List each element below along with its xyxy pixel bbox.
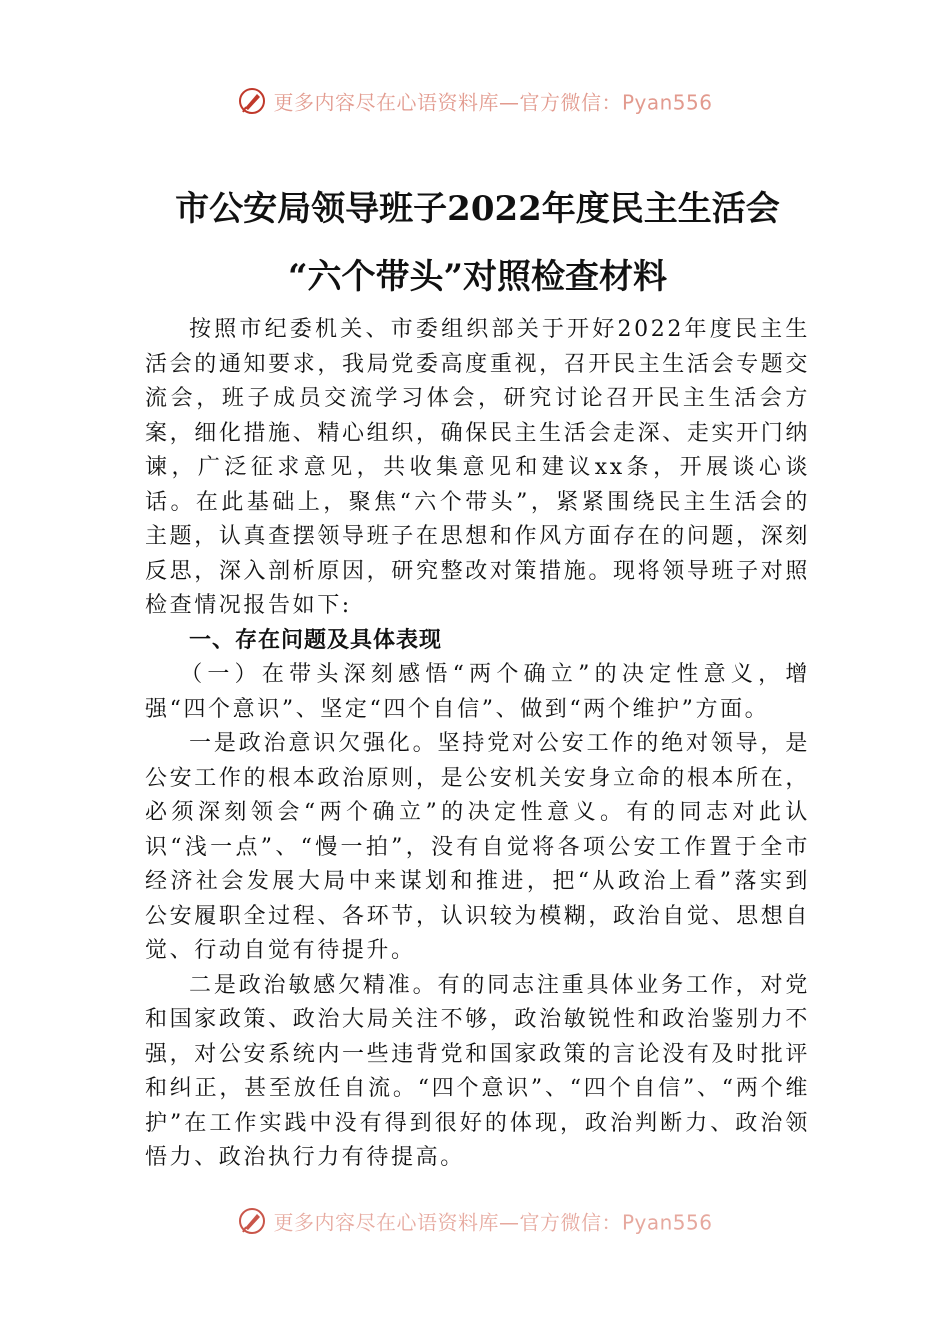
- watermark-text: 更多内容尽在心语资料库—官方微信：Pyan556: [273, 1210, 713, 1235]
- document-body: [145, 175, 810, 1176]
- section-heading: 一、存在问题及具体表现: [189, 627, 443, 653]
- document-title-line-2: “六个带头”对照检查材料: [287, 257, 668, 297]
- intro-paragraph: 按照市纪委机关、市委组织部关于开好2022年度民主生活会的通知要求，我局党委高度重视，召开民主生活会专题交流会，班子成员交流学习体会，研究讨论召开民主生活会方案，细化措施、精心组织，确保民主生活会走深、走实开门纳谏，广泛征求意见，共收集意见和建议xx条，开展谈心谈话。在此基础上，聚焦“六个带头”，紧紧围绕民主生活会的主题，认真查摆领导班子在思想和作风方面存在的问题，深刻反思，深入剖析原因，研究整改对策措施。现将领导班子对照检查情况报告如下:: [145, 317, 810, 618]
- watermark-header: [0, 86, 950, 116]
- point-paragraph-1: 一是政治意识欠强化。坚持党对公安工作的绝对领导，是公安工作的根本政治原则，是公安机关安身立命的根本所在，必须深刻领会“两个确立”的决定性意义。有的同志对此认识“浅一点”、“慢一拍”，没有自觉将各项公安工作置于全市经济社会发展大局中来谋划和推进，把“从政治上看”落实到公安履职全过程、各环节，认识较为模糊，政治自觉、思想自觉、行动自觉有待提升。: [145, 731, 810, 963]
- point-paragraph-2: 二是政治敏感欠精准。有的同志注重具体业务工作，对党和国家政策、政治大局关注不够，政治敏锐性和政治鉴别力不强，对公安系统内一些违背党和国家政策的言论没有及时批评和纠正，甚至放任自流。“四个意识”、“四个自信”、“两个维护”在工作实践中没有得到很好的体现，政治判断力、政治领悟力、政治执行力有待提高。: [145, 972, 810, 1170]
- watermark-text: 更多内容尽在心语资料库—官方微信：Pyan556: [273, 90, 713, 115]
- watermark-footer: [0, 1206, 950, 1236]
- document-title-line-1: 市公安局领导班子2022年度民主生活会: [175, 189, 780, 229]
- fountain-pen-logo-icon: [237, 1206, 267, 1236]
- fountain-pen-logo-icon: [237, 86, 267, 116]
- subsection-heading: （一）在带头深刻感悟“两个确立”的决定性意义，增强“四个意识”、坚定“四个自信”、做到“两个维护”方面。: [145, 662, 810, 722]
